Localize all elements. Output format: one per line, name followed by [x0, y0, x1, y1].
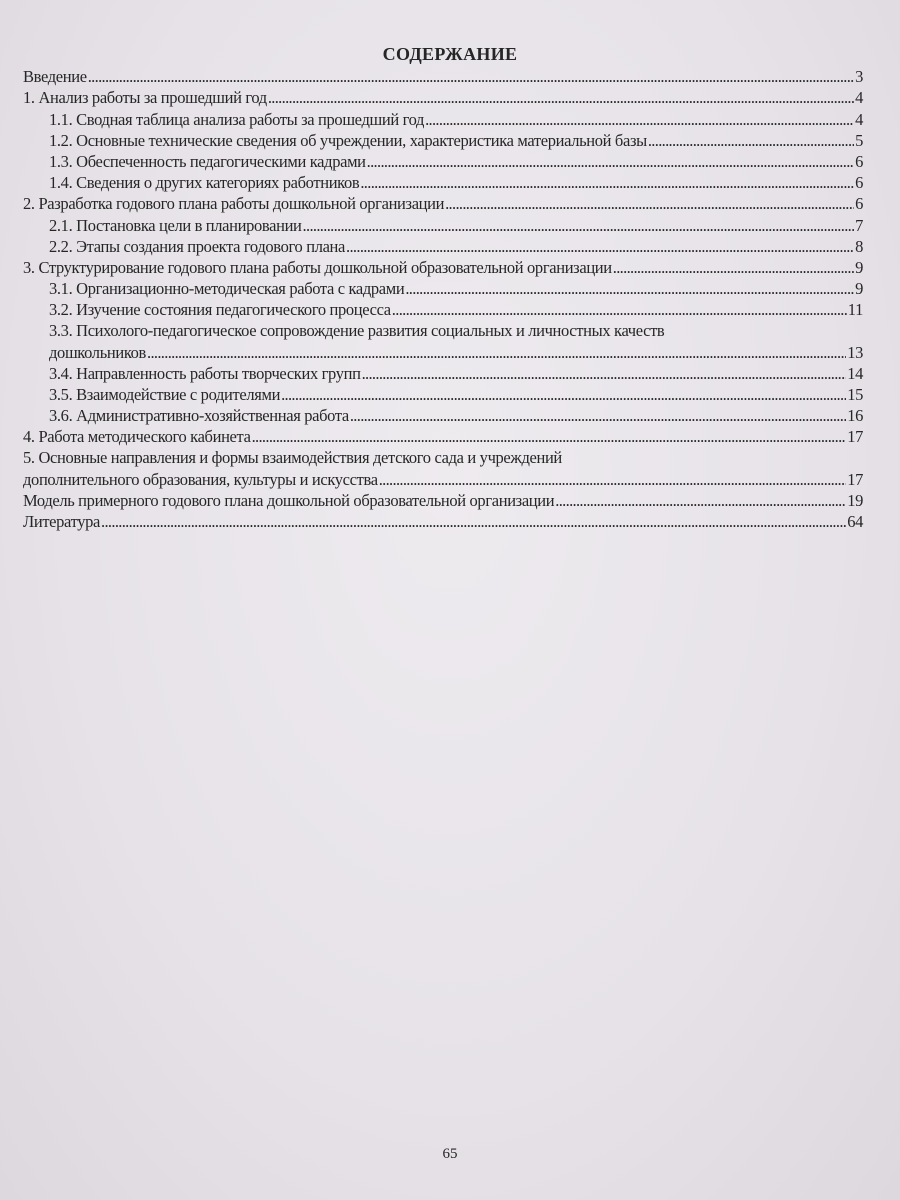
- dot-leader: [268, 87, 854, 108]
- toc-label: 3.5. Взаимодействие с родителями: [49, 385, 281, 404]
- toc-page: 7: [855, 215, 863, 235]
- dot-leader: [613, 257, 854, 278]
- toc-entry: [23, 193, 863, 214]
- toc-label: Литература: [23, 512, 101, 532]
- toc-entry: [23, 278, 863, 299]
- toc-page: 13: [847, 342, 863, 362]
- toc-page: 17: [847, 469, 863, 489]
- toc-label: 4. Работа методического кабинета: [23, 427, 251, 447]
- toc-entry-line1: 3.3. Психолого-педагогическое сопровождение развития социальных и личностных качеств: [49, 321, 665, 341]
- toc-page: 6: [855, 151, 863, 171]
- dot-leader: [147, 342, 846, 363]
- toc-label: 3.2. Изучение состояния педагогического процесса: [49, 300, 391, 320]
- dot-leader: [281, 384, 846, 405]
- dot-leader: [392, 299, 847, 320]
- toc-entry: [23, 214, 863, 235]
- toc-page: 17: [847, 427, 863, 447]
- toc-label: 1.4. Сведения о других категориях работников: [49, 173, 360, 193]
- toc-entry: [23, 363, 863, 384]
- dot-leader: [555, 490, 846, 511]
- toc-entry: [23, 469, 863, 490]
- toc-entry: [23, 426, 863, 447]
- dot-leader: [425, 109, 854, 130]
- toc-label: 3.1. Организационно-методическая работа с кадрами: [49, 279, 405, 299]
- toc-page: 19: [847, 490, 863, 510]
- toc-entry-line1: 5. Основные направления и формы взаимодействия детского сада и учреждений: [23, 448, 562, 468]
- toc-entry: [23, 130, 863, 151]
- toc-page: 4: [855, 88, 863, 108]
- toc-label: 1.1. Сводная таблица анализа работы за прошедший год: [49, 109, 425, 129]
- dot-leader: [445, 193, 854, 214]
- toc-entry: [23, 87, 863, 108]
- toc-page: 16: [847, 406, 863, 426]
- toc-label: 2.2. Этапы создания проекта годового плана: [49, 236, 346, 256]
- toc-page: 3: [855, 67, 863, 87]
- dot-leader: [88, 66, 854, 87]
- dot-leader: [350, 405, 846, 426]
- toc-entry: [23, 511, 863, 532]
- dot-leader: [367, 151, 854, 172]
- toc-page: 11: [847, 300, 863, 320]
- toc-entry: [23, 236, 863, 257]
- toc-label: 2. Разработка годового плана работы дошкольной организации: [23, 194, 445, 214]
- toc-label: 1.2. Основные технические сведения об учреждении, характеристика материальной базы: [49, 130, 647, 150]
- dot-leader: [405, 278, 854, 299]
- dot-leader: [379, 469, 847, 490]
- toc-entry: [23, 257, 863, 278]
- toc-entry: [23, 405, 863, 426]
- toc-page: 64: [847, 512, 863, 532]
- page-number: 65: [442, 1146, 458, 1162]
- dot-leader: [303, 215, 855, 236]
- contents-heading: СОДЕРЖАНИЕ: [382, 44, 518, 64]
- toc-page: 6: [855, 194, 863, 214]
- toc-page: 15: [847, 385, 863, 404]
- toc-label: дошкольников: [49, 342, 146, 362]
- toc-page: 14: [847, 363, 863, 383]
- toc-entry: [23, 490, 863, 511]
- toc-page: 9: [855, 279, 863, 299]
- toc-entry: [23, 341, 863, 362]
- toc-entry: [23, 151, 863, 172]
- toc-label: 3. Структурирование годового плана работы дошкольной образовательной организации: [23, 257, 612, 277]
- toc-entry: [23, 384, 863, 405]
- toc-page: 4: [855, 109, 863, 129]
- toc-entry: [23, 172, 863, 193]
- toc-label: дополнительного образования, культуры и искусства: [23, 469, 378, 489]
- toc-page: 8: [855, 236, 863, 256]
- toc-entry: [23, 108, 863, 129]
- toc-page: 5: [855, 130, 863, 150]
- dot-leader: [346, 236, 854, 257]
- dot-leader: [101, 511, 846, 532]
- dot-leader: [362, 363, 847, 384]
- toc-page: 9: [855, 257, 863, 277]
- toc-label: Введение: [23, 67, 87, 87]
- toc-label: 1. Анализ работы за прошедший год: [23, 88, 267, 108]
- toc-label: 2.1. Постановка цели в планировании: [49, 215, 302, 235]
- toc-entry: [23, 66, 863, 87]
- dot-leader: [252, 426, 847, 447]
- toc-entry: [23, 299, 863, 320]
- table-of-contents: [23, 66, 863, 532]
- toc-label: 1.3. Обеспеченность педагогическими кадрами: [49, 151, 366, 171]
- toc-label: 3.4. Направленность работы творческих групп: [49, 363, 361, 383]
- dot-leader: [360, 172, 854, 193]
- toc-label: 3.6. Административно-хозяйственная работа: [49, 406, 349, 426]
- dot-leader: [648, 130, 854, 151]
- toc-label: Модель примерного годового плана дошкольной образовательной организации: [23, 490, 555, 510]
- toc-page: 6: [855, 173, 863, 193]
